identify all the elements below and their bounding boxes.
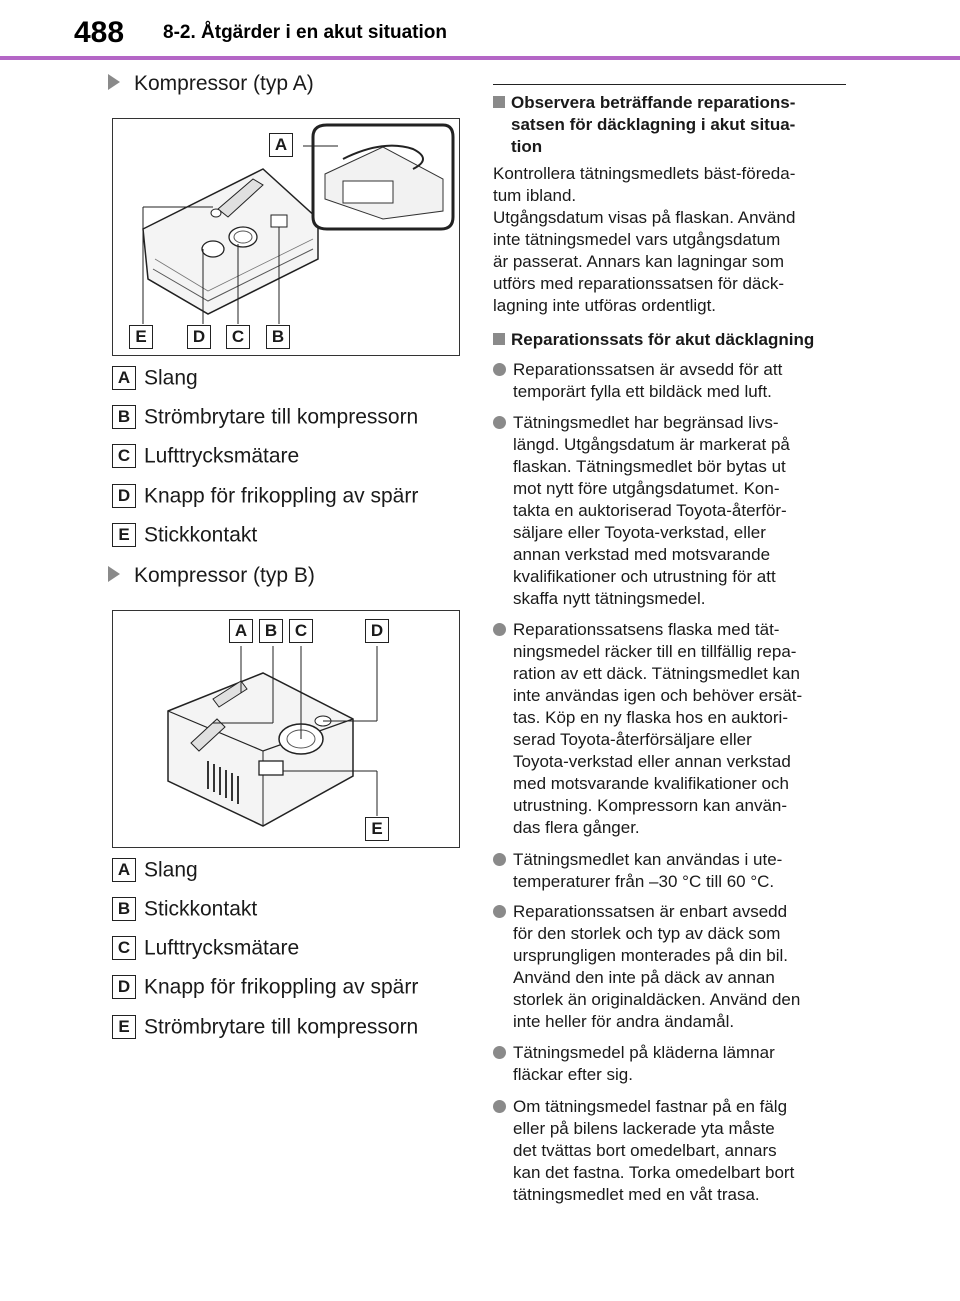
legend-key: B bbox=[112, 405, 136, 429]
legend-text: Knapp för frikoppling av spärr bbox=[144, 975, 419, 999]
legend-key: B bbox=[112, 897, 136, 921]
legend-text: Stickkontakt bbox=[144, 523, 258, 547]
list-item: Tätningsmedlet har begränsad livs- längd. Utgångsdatum är markerat på flaskan. Tätningsmedlet bör bytas ut mot nytt före utgångsdatumet. Kon- takta en auktoriserad Toyota-återför- säljare eller Toyota-verkstad, eller annan verkstad med motsvarande kvalifikationer och utrustning för att skaffa nytt tätningsmedel. bbox=[493, 412, 848, 610]
legend-b-item bbox=[112, 975, 418, 1003]
section-title-a: Kompressor (typ A) bbox=[108, 72, 314, 96]
legend-key: D bbox=[112, 975, 136, 999]
legend-b-item bbox=[112, 858, 198, 886]
observe-paragraph: Kontrollera tätningsmedlets bäst-föreda- tum ibland. Utgångsdatum visas på flaskan. Använd inte tätningsmedel vars utgångsdatum är passerat. Annars kan lagningar som utförs med reparationssatsen för däck- lagning inte utföras ordentligt. bbox=[493, 164, 796, 315]
callout-b: B bbox=[266, 325, 290, 349]
legend-key: D bbox=[112, 484, 136, 508]
figure-compressor-b bbox=[112, 610, 460, 848]
legend-key: E bbox=[112, 523, 136, 547]
legend-key: A bbox=[112, 366, 136, 390]
legend-a-item bbox=[112, 405, 418, 433]
callout-e: E bbox=[365, 817, 389, 841]
bullet-icon bbox=[493, 363, 506, 376]
bullet-icon bbox=[493, 1100, 506, 1113]
legend-text: Stickkontakt bbox=[144, 897, 258, 921]
section-title-b: Kompressor (typ B) bbox=[108, 564, 315, 588]
legend-text: Knapp för frikoppling av spärr bbox=[144, 484, 419, 508]
callout-b: B bbox=[259, 619, 283, 643]
legend-b-item bbox=[112, 936, 299, 964]
callout-e: E bbox=[129, 325, 153, 349]
heading-repair-kit: Reparationssats för akut däcklagning bbox=[493, 329, 848, 351]
chapter-title: 8-2. Åtgärder i en akut situation bbox=[163, 22, 447, 43]
legend-a-item bbox=[112, 444, 299, 472]
legend-text: Slang bbox=[144, 366, 198, 390]
callout-d: D bbox=[365, 619, 389, 643]
legend-a-item bbox=[112, 366, 198, 394]
triangle-icon bbox=[108, 74, 120, 90]
square-bullet-icon bbox=[493, 96, 505, 108]
right-column-rule bbox=[493, 84, 846, 85]
bullet-icon bbox=[493, 905, 506, 918]
legend-text: Slang bbox=[144, 858, 198, 882]
legend-b-item bbox=[112, 897, 257, 925]
callout-c: C bbox=[289, 619, 313, 643]
list-item: Reparationssatsen är enbart avsedd för den storlek och typ av däck som ursprungligen monterades på din bil. Använd den inte på däck av annan storlek än originaldäcken. Använd den inte heller för andra ändamål. bbox=[493, 901, 848, 1033]
square-bullet-icon bbox=[493, 333, 505, 345]
list-item: Tätningsmedel på kläderna lämnar fläckar efter sig. bbox=[493, 1042, 848, 1086]
triangle-icon bbox=[108, 566, 120, 582]
page-header bbox=[0, 0, 960, 60]
bullet-icon bbox=[493, 623, 506, 636]
callout-a: A bbox=[229, 619, 253, 643]
list-item: Reparationssatsens flaska med tät- ningsmedel räcker till en tillfällig repa- ration av ett däck. Tätningsmedlet kan inte användas igen och behöver ersät- tas. Köp en ny flaska hos en auktori- serad Toyota-återförsäljare eller Toyota-verkstad eller annan verkstad med motsvarande kvalifikationer och utrustning. Kompressorn kan använ- das flera gånger. bbox=[493, 619, 848, 839]
legend-text: Strömbrytare till kompressorn bbox=[144, 405, 419, 429]
list-item: Tätningsmedlet kan användas i ute- temperaturer från –30 °C till 60 °C. bbox=[493, 849, 848, 893]
legend-text: Lufttrycksmätare bbox=[144, 444, 300, 468]
header-rule bbox=[0, 56, 960, 60]
legend-b-item bbox=[112, 1015, 418, 1043]
callout-c: C bbox=[226, 325, 250, 349]
compressor-b-illustration bbox=[113, 611, 458, 846]
bullet-icon bbox=[493, 416, 506, 429]
callout-a: A bbox=[269, 133, 293, 157]
heading-observe: Observera beträffande reparations- satsen för däcklagning i akut situa- tion bbox=[493, 92, 848, 158]
legend-a-item bbox=[112, 523, 257, 551]
page-number: 488 bbox=[74, 16, 125, 49]
legend-text: Strömbrytare till kompressorn bbox=[144, 1015, 419, 1039]
legend-key: E bbox=[112, 1015, 136, 1039]
legend-key: C bbox=[112, 936, 136, 960]
bullet-icon bbox=[493, 853, 506, 866]
legend-key: C bbox=[112, 444, 136, 468]
legend-a-item bbox=[112, 484, 418, 512]
legend-text: Lufttrycksmätare bbox=[144, 936, 300, 960]
bullet-icon bbox=[493, 1046, 506, 1059]
figure-compressor-a bbox=[112, 118, 460, 356]
callout-d: D bbox=[187, 325, 211, 349]
list-item: Om tätningsmedel fastnar på en fälg eller på bilens lackerade yta måste det tvättas bort omedelbart, annars kan det fastna. Torka omedelbart bort tätningsmedlet med en våt trasa. bbox=[493, 1096, 848, 1206]
legend-key: A bbox=[112, 858, 136, 882]
list-item: Reparationssatsen är avsedd för att temporärt fylla ett bildäck med luft. bbox=[493, 359, 848, 403]
